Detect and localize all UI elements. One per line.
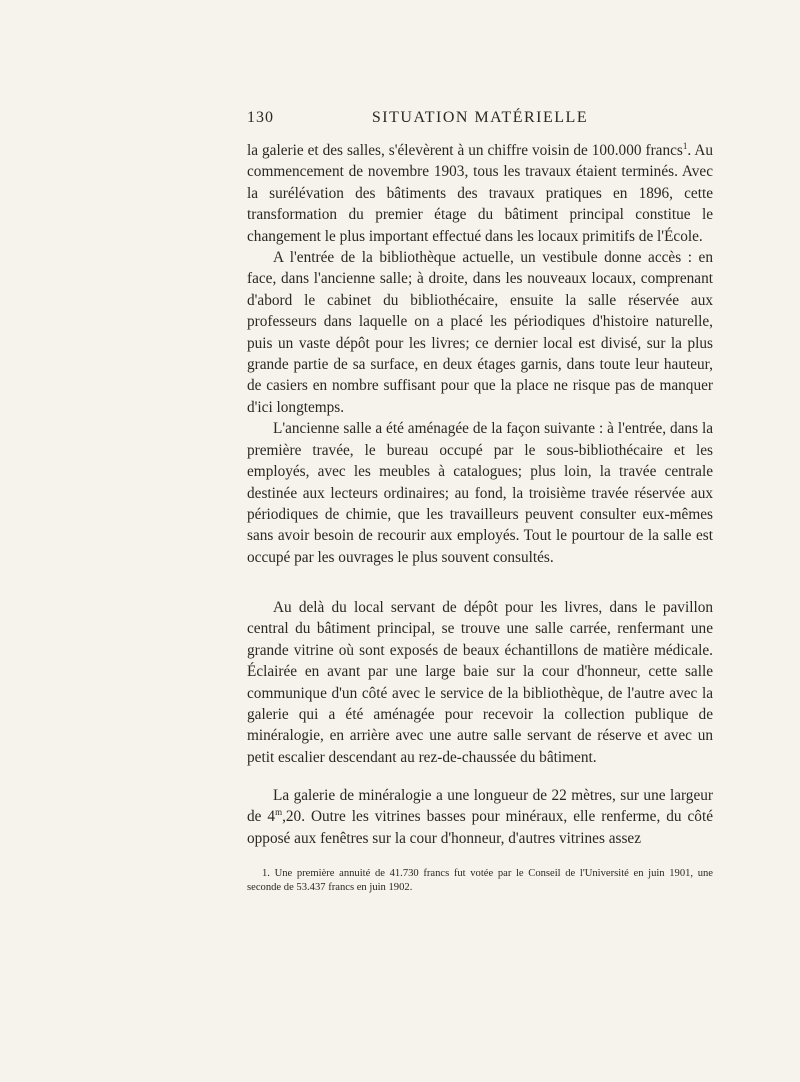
footnote: 1. Une première annuité de 41.730 francs fut votée par le Conseil de l'Université en juin 1901, une seconde de 53.437 francs en juin 1902. — [247, 868, 713, 893]
paragraph-2: A l'entrée de la bibliothèque actuelle, un vestibule donne accès : en face, dans l'ancienne salle; à droite, dans les nouveaux locaux, comprenant d'abord le cabinet du bibliothécaire, ensuite la salle réservée aux professeurs dans laquelle on a placé les périodiques d'histoire naturelle, puis un vaste dépôt pour les livres; ce dernier local est divisé, sur la plus grande partie de sa surface, en deux étages garnis, dans toute leur hauteur, de casiers en nombre suffisant pour que la place ne risque pas de manquer d'ici longtemps. — [247, 249, 713, 416]
text-block-3 — [247, 785, 713, 849]
page-number: 130 — [247, 109, 274, 126]
paragraph-1: la galerie et des salles, s'élevèrent à un chiffre voisin de 100.000 francs$^1$. Au commencement de novembre 1903, tous les travaux étaient terminés. Avec la surélévation des bâtiments des travaux pratiques en 1896, cette transformation du premier étage du bâtiment principal constitue le changement le plus important effectué dans les locaux primitifs de l'École. — [247, 141, 714, 245]
footnote-ref[interactable]: 1 — [682, 141, 688, 151]
text-block-1 — [247, 140, 713, 568]
page-header — [247, 109, 713, 133]
paragraph-3: L'ancienne salle a été aménagée de la façon suivante : à l'entrée, dans la première travée, le bureau occupé par le sous-bibliothécaire et les employés, avec les meubles à catalogues; plus loin, la travée centrale destinée aux lecteurs ordinaires; au fond, la troisième travée réservée aux périodiques de chimie, que les travailleurs peuvent consulter eux-mêmes sans avoir besoin de recourir aux employés. Tout le pourtour de la salle est occupé par les ouvrages le plus souvent consultés. — [247, 420, 713, 566]
paragraph-5: La galerie de minéralogie a une longueur de 22 mètres, sur une largeur de 4$^m$,20. Outre les vitrines basses pour minéraux, elle renferme, du côté opposé aux fenêtres sur la cour d'honneur, d'autres vitrines assez — [247, 787, 713, 847]
paragraph-4: Au delà du local servant de dépôt pour les livres, dans le pavillon central du bâtiment principal, se trouve une salle carrée, renfermant une grande vitrine où sont exposés de beaux échantillons de matière médicale. Éclairée en avant par une large baie sur la cour d'honneur, cette salle communique d'un côté avec le service de la bibliothèque, de l'autre avec la galerie qui a été aménagée pour recevoir la collection publique de minéralogie, en arrière avec une autre salle servant de réserve et avec un petit escalier descendant au rez-de-chaussée du bâtiment. — [247, 599, 713, 766]
running-title: SITUATION MATÉRIELLE — [371, 109, 589, 126]
text-block-2 — [247, 597, 713, 768]
